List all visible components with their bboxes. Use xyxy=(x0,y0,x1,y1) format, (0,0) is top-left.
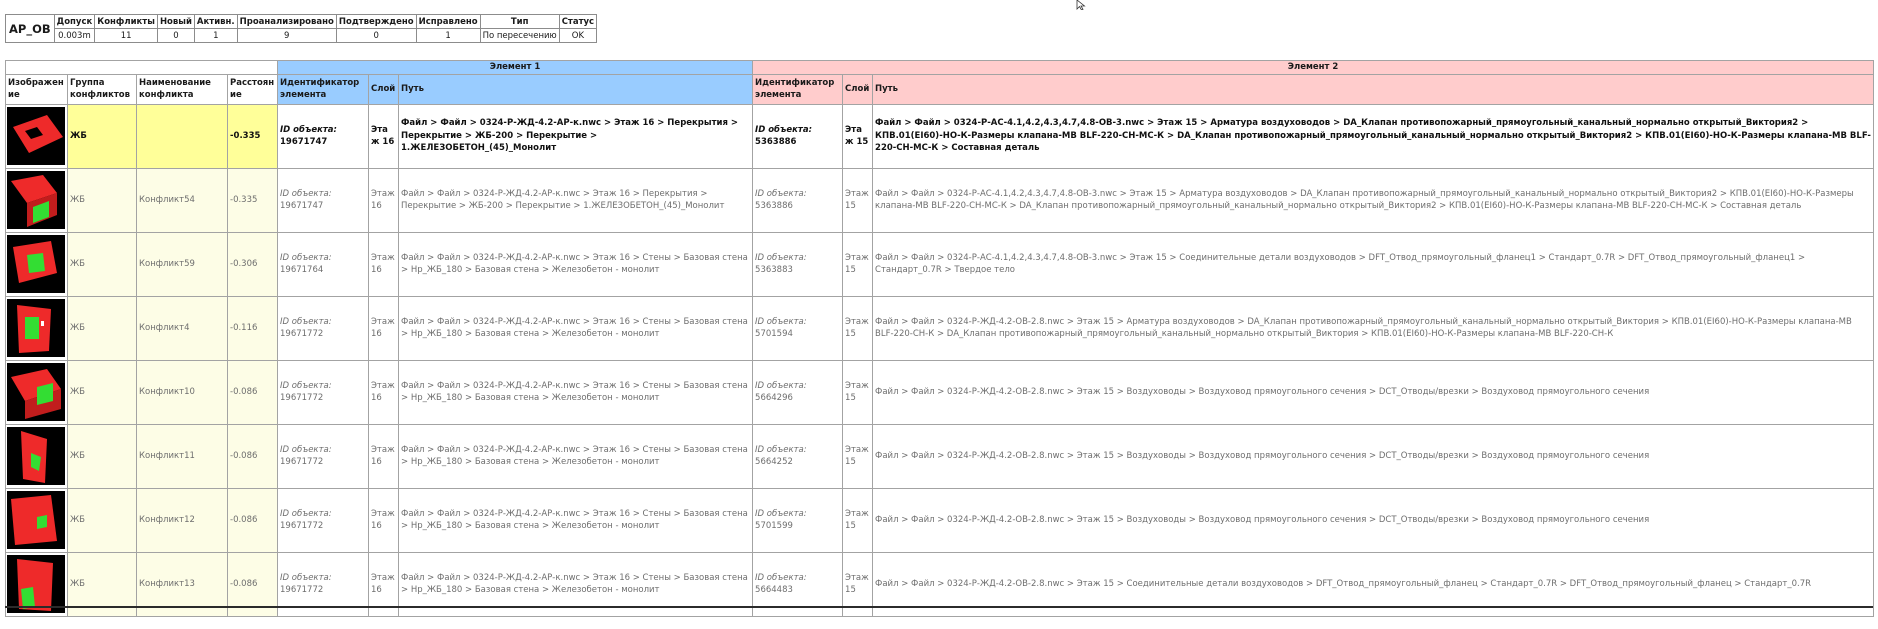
col-header-image[interactable]: Изображение xyxy=(6,74,68,104)
summary-value: 9 xyxy=(237,29,336,43)
col-header-element2-path[interactable]: Путь xyxy=(873,74,1874,104)
col-header-element1-path[interactable]: Путь xyxy=(399,74,753,104)
clash-name-cell: Конфликт11 xyxy=(137,424,228,488)
clash-distance-cell: -0.086 xyxy=(228,488,278,552)
element2-id-cell xyxy=(753,104,843,168)
element1-id-cell xyxy=(278,360,369,424)
object-id-label: ID объекта: xyxy=(280,124,337,135)
summary-value: 11 xyxy=(95,29,158,43)
clash-thumbnail-image[interactable] xyxy=(7,491,65,549)
element1-layer-cell: Этаж 16 xyxy=(369,424,399,488)
clash-distance-cell: -0.086 xyxy=(228,360,278,424)
element2-id-value: 5363883 xyxy=(755,265,793,275)
element1-id-cell xyxy=(278,488,369,552)
element1-id-value: 19671772 xyxy=(280,585,324,595)
element1-path-cell: Файл > Файл > 0324-Р-ЖД-4.2-АР-к.nwc > Этаж 16 > Перекрытия > Перекрытие > ЖБ-200 > Перекрытие > 1.ЖЕЛЕЗОБЕТОН_(45)_Монолит xyxy=(399,168,753,232)
object-id-label: ID объекта: xyxy=(280,252,332,263)
clash-row[interactable] xyxy=(6,168,1874,232)
clash-image-cell[interactable] xyxy=(6,232,68,296)
clash-image-cell[interactable] xyxy=(6,168,68,232)
clash-group-cell: ЖБ xyxy=(68,360,137,424)
summary-value: 0.003m xyxy=(54,29,95,43)
object-id-label: ID объекта: xyxy=(280,444,332,455)
clash-distance-cell: -0.306 xyxy=(228,232,278,296)
object-id-label: ID объекта: xyxy=(755,252,807,263)
element1-id-value: 19671772 xyxy=(280,329,324,339)
clash-group-cell: ЖБ xyxy=(68,296,137,360)
element2-id-cell xyxy=(753,424,843,488)
object-id-label: ID объекта: xyxy=(755,124,812,135)
element2-id-value: 5701594 xyxy=(755,329,793,339)
element2-id-cell xyxy=(753,232,843,296)
element2-path-cell: Файл > Файл > 0324-Р-АС-4.1,4.2,4.3,4.7,4.8-ОВ-3.nwc > Этаж 15 > Соединительные детали воздуховодов > DFT_Отвод_прямоугольный_фланец1 > Стандарт_0.7R > DFT_Отвод_прямоугольный_фланец1 > Стандарт_0.7R > Твердое тело xyxy=(873,232,1874,296)
clash-group-cell: ЖБ xyxy=(68,104,137,168)
clash-name-cell: Конфликт4 xyxy=(137,296,228,360)
summary-value: 0 xyxy=(336,29,416,43)
element1-path-cell: Файл > Файл > 0324-Р-ЖД-4.2-АР-к.nwc > Этаж 16 > Стены > Базовая стена > Нр_ЖБ_180 > Базовая стена > Железобетон - монолит xyxy=(399,360,753,424)
element1-id-cell xyxy=(278,104,369,168)
element1-path-cell: Файл > Файл > 0324-Р-ЖД-4.2-АР-к.nwc > Этаж 16 > Стены > Базовая стена > Нр_ЖБ_180 > Базовая стена > Железобетон - монолит xyxy=(399,552,753,616)
clash-group-cell: ЖБ xyxy=(68,424,137,488)
clash-image-cell[interactable] xyxy=(6,296,68,360)
clash-image-cell[interactable] xyxy=(6,424,68,488)
element2-id-value: 5664296 xyxy=(755,393,793,403)
object-id-label: ID объекта: xyxy=(280,380,332,391)
test-title: AP_OB xyxy=(6,15,55,43)
clash-thumbnail-image[interactable] xyxy=(7,555,65,613)
element2-id-cell xyxy=(753,168,843,232)
element1-path-cell: Файл > Файл > 0324-Р-ЖД-4.2-АР-к.nwc > Этаж 16 > Стены > Базовая стена > Нр_ЖБ_180 > Базовая стена > Железобетон - монолит xyxy=(399,424,753,488)
clash-name-cell xyxy=(137,104,228,168)
element2-layer-cell: Этаж 15 xyxy=(843,360,873,424)
clash-thumbnail-image[interactable] xyxy=(7,299,65,357)
group-header-blank xyxy=(6,61,278,75)
element1-path-cell: Файл > Файл > 0324-Р-ЖД-4.2-АР-к.nwc > Этаж 16 > Перекрытия > Перекрытие > ЖБ-200 > Перекрытие > 1.ЖЕЛЕЗОБЕТОН_(45)_Монолит xyxy=(399,104,753,168)
summary-header: Проанализировано xyxy=(237,15,336,29)
element1-path-cell: Файл > Файл > 0324-Р-ЖД-4.2-АР-к.nwc > Этаж 16 > Стены > Базовая стена > Нр_ЖБ_180 > Базовая стена > Железобетон - монолит xyxy=(399,232,753,296)
clash-row[interactable] xyxy=(6,488,1874,552)
element2-id-value: 5363886 xyxy=(755,201,793,211)
clash-name-cell: Конфликт59 xyxy=(137,232,228,296)
clash-distance-cell: -0.086 xyxy=(228,424,278,488)
summary-header: Новый xyxy=(157,15,194,29)
element2-path-cell: Файл > Файл > 0324-Р-ЖД-4.2-ОВ-2.8.nwc > Этаж 15 > Воздуховоды > Воздуховод прямоугольного сечения > DCT_Отводы/врезки > Воздуховод прямоугольного сечения xyxy=(873,360,1874,424)
object-id-label: ID объекта: xyxy=(755,508,807,519)
object-id-label: ID объекта: xyxy=(755,316,807,327)
element2-layer-cell: Этаж 15 xyxy=(843,296,873,360)
mouse-cursor-icon xyxy=(1075,0,1089,10)
element2-id-cell xyxy=(753,488,843,552)
element1-id-value: 19671747 xyxy=(280,201,324,211)
summary-value: По пересечению xyxy=(480,29,559,43)
element2-layer-cell: Этаж 15 xyxy=(843,488,873,552)
summary-value: 1 xyxy=(416,29,480,43)
clash-group-cell: ЖБ xyxy=(68,168,137,232)
element1-layer-cell: Этаж 16 xyxy=(369,168,399,232)
summary-header: Активн. xyxy=(194,15,237,29)
clash-thumbnail-image[interactable] xyxy=(7,427,65,485)
object-id-label: ID объекта: xyxy=(280,508,332,519)
element2-id-value: 5664483 xyxy=(755,585,793,595)
element2-group-header: Элемент 2 xyxy=(753,61,1874,75)
element2-id-cell xyxy=(753,296,843,360)
element2-id-value: 5664252 xyxy=(755,457,793,467)
col-header-group[interactable]: Группа конфликтов xyxy=(68,74,137,104)
clash-row[interactable] xyxy=(6,296,1874,360)
element2-id-value: 5701599 xyxy=(755,521,793,531)
element1-id-cell xyxy=(278,424,369,488)
object-id-label: ID объекта: xyxy=(280,316,332,327)
clash-thumbnail-image[interactable] xyxy=(7,171,65,229)
element2-path-cell: Файл > Файл > 0324-Р-ЖД-4.2-ОВ-2.8.nwc > Этаж 15 > Воздуховоды > Воздуховод прямоугольного сечения > DCT_Отводы/врезки > Воздуховод прямоугольного сечения xyxy=(873,424,1874,488)
col-header-element2-layer[interactable]: Слой xyxy=(843,74,873,104)
clash-name-cell: Конфликт54 xyxy=(137,168,228,232)
summary-header: Подтверждено xyxy=(336,15,416,29)
column-header-row xyxy=(6,74,1874,104)
element1-layer-cell: Этаж 16 xyxy=(369,232,399,296)
element2-layer-cell: Этаж 15 xyxy=(843,232,873,296)
element2-path-cell: Файл > Файл > 0324-Р-АС-4.1,4.2,4.3,4.7,4.8-ОВ-3.nwc > Этаж 15 > Арматура воздуховодов > DA_Клапан противопожарный_прямоугольный_канальный_нормально открытый_Виктория2 > КПВ.01(EI60)-НО-К-Размеры клапана-MB BLF-220-СН-МС-К > DA_Клапан противопожарный_прямоугольный_канальный_нормально открытый_Виктория2 > КПВ.01(EI60)-НО-К-Размеры клапана-MB BLF-220-СН-МС-К > Составная деталь xyxy=(873,104,1874,168)
element1-id-value: 19671772 xyxy=(280,457,324,467)
test-summary-table xyxy=(5,14,597,43)
element1-id-value: 19671764 xyxy=(280,265,324,275)
element1-id-value: 19671772 xyxy=(280,521,324,531)
element2-path-cell: Файл > Файл > 0324-Р-ЖД-4.2-ОВ-2.8.nwc > Этаж 15 > Арматура воздуховодов > DA_Клапан противопожарный_прямоугольный_канальный_нормально открытый_Виктория > КПВ.01(EI60)-НО-К-Размеры клапана-MB BLF-220-СН-К > DA_Клапан противопожарный_прямоугольный_канальный_нормально открытый_Виктория > КПВ.01(EI60)-НО-К-Размеры клапана-MB BLF-220-СН-К xyxy=(873,296,1874,360)
clash-name-cell: Конфликт10 xyxy=(137,360,228,424)
element2-layer-cell: Этаж 15 xyxy=(843,168,873,232)
element1-group-header: Элемент 1 xyxy=(278,61,753,75)
element2-path-cell: Файл > Файл > 0324-Р-ЖД-4.2-ОВ-2.8.nwc > Этаж 15 > Воздуховоды > Воздуховод прямоугольного сечения > DCT_Отводы/врезки > Воздуховод прямоугольного сечения xyxy=(873,488,1874,552)
clash-distance-cell: -0.335 xyxy=(228,168,278,232)
element1-path-cell: Файл > Файл > 0324-Р-ЖД-4.2-АР-к.nwc > Этаж 16 > Стены > Базовая стена > Нр_ЖБ_180 > Базовая стена > Железобетон - монолит xyxy=(399,488,753,552)
element2-layer-cell: Этаж 15 xyxy=(843,104,873,168)
clash-distance-cell: -0.086 xyxy=(228,552,278,616)
col-header-element1-id[interactable]: Идентификатор элемента xyxy=(278,74,369,104)
clash-name-cell: Конфликт13 xyxy=(137,552,228,616)
object-id-label: ID объекта: xyxy=(755,444,807,455)
clash-thumbnail-image[interactable] xyxy=(7,235,65,293)
element2-layer-cell: Этаж 15 xyxy=(843,552,873,616)
object-id-label: ID объекта: xyxy=(280,188,332,199)
clash-image-cell[interactable] xyxy=(6,360,68,424)
element1-layer-cell: Этаж 16 xyxy=(369,360,399,424)
element2-path-cell: Файл > Файл > 0324-Р-ЖД-4.2-ОВ-2.8.nwc > Этаж 15 > Соединительные детали воздуховодов > DFT_Отвод_прямоугольный_фланец > Стандарт_0.7R > DFT_Отвод_прямоугольный_фланец > Стандарт_0.7R xyxy=(873,552,1874,616)
col-header-distance[interactable]: Расстояние xyxy=(228,74,278,104)
object-id-label: ID объекта: xyxy=(755,572,807,583)
col-header-element1-layer[interactable]: Слой xyxy=(369,74,399,104)
object-id-label: ID объекта: xyxy=(280,572,332,583)
clash-group-cell: ЖБ xyxy=(68,232,137,296)
summary-header: Конфликты xyxy=(95,15,158,29)
clash-distance-cell: -0.116 xyxy=(228,296,278,360)
clash-thumbnail-image[interactable] xyxy=(7,107,65,165)
element2-id-value: 5363886 xyxy=(755,137,797,147)
clash-group-cell: ЖБ xyxy=(68,552,137,616)
col-header-name[interactable]: Наименование конфликта xyxy=(137,74,228,104)
element1-id-value: 19671772 xyxy=(280,393,324,403)
element1-id-cell xyxy=(278,168,369,232)
element2-path-cell: Файл > Файл > 0324-Р-АС-4.1,4.2,4.3,4.7,4.8-ОВ-3.nwc > Этаж 15 > Арматура воздуховодов > DA_Клапан противопожарный_прямоугольный_канальный_нормально открытый_Виктория2 > КПВ.01(EI60)-НО-К-Размеры клапана-MB BLF-220-СН-МС-К > DA_Клапан противопожарный_прямоугольный_канальный_нормально открытый_Виктория2 > КПВ.01(EI60)-НО-К-Размеры клапана-MB BLF-220-СН-МС-К > Составная деталь xyxy=(873,168,1874,232)
element1-id-cell xyxy=(278,232,369,296)
clash-name-cell: Конфликт12 xyxy=(137,488,228,552)
group-header-row xyxy=(6,61,1874,75)
summary-header: Статус xyxy=(559,15,596,29)
element1-layer-cell: Этаж 16 xyxy=(369,296,399,360)
summary-value: 0 xyxy=(157,29,194,43)
summary-header: Допуск xyxy=(54,15,95,29)
summary-header: Тип xyxy=(480,15,559,29)
element1-layer-cell: Этаж 16 xyxy=(369,104,399,168)
element1-path-cell: Файл > Файл > 0324-Р-ЖД-4.2-АР-к.nwc > Этаж 16 > Стены > Базовая стена > Нр_ЖБ_180 > Базовая стена > Железобетон - монолит xyxy=(399,296,753,360)
summary-header: Исправлено xyxy=(416,15,480,29)
table-bottom-border xyxy=(5,606,1873,608)
clash-image-cell[interactable] xyxy=(6,104,68,168)
element1-layer-cell: Этаж 16 xyxy=(369,488,399,552)
clash-row[interactable] xyxy=(6,232,1874,296)
clash-distance-cell: -0.335 xyxy=(228,104,278,168)
clash-row[interactable] xyxy=(6,424,1874,488)
element1-id-cell xyxy=(278,296,369,360)
clash-results-table xyxy=(5,60,1874,617)
summary-value: 1 xyxy=(194,29,237,43)
element2-id-cell xyxy=(753,360,843,424)
element1-layer-cell: Этаж 16 xyxy=(369,552,399,616)
object-id-label: ID объекта: xyxy=(755,380,807,391)
object-id-label: ID объекта: xyxy=(755,188,807,199)
clash-thumbnail-image[interactable] xyxy=(7,363,65,421)
element2-layer-cell: Этаж 15 xyxy=(843,424,873,488)
element1-id-value: 19671747 xyxy=(280,137,328,147)
clash-row[interactable] xyxy=(6,104,1874,168)
clash-group-cell: ЖБ xyxy=(68,488,137,552)
col-header-element2-id[interactable]: Идентификатор элемента xyxy=(753,74,843,104)
summary-value: OK xyxy=(559,29,596,43)
clash-row[interactable] xyxy=(6,360,1874,424)
clash-image-cell[interactable] xyxy=(6,488,68,552)
